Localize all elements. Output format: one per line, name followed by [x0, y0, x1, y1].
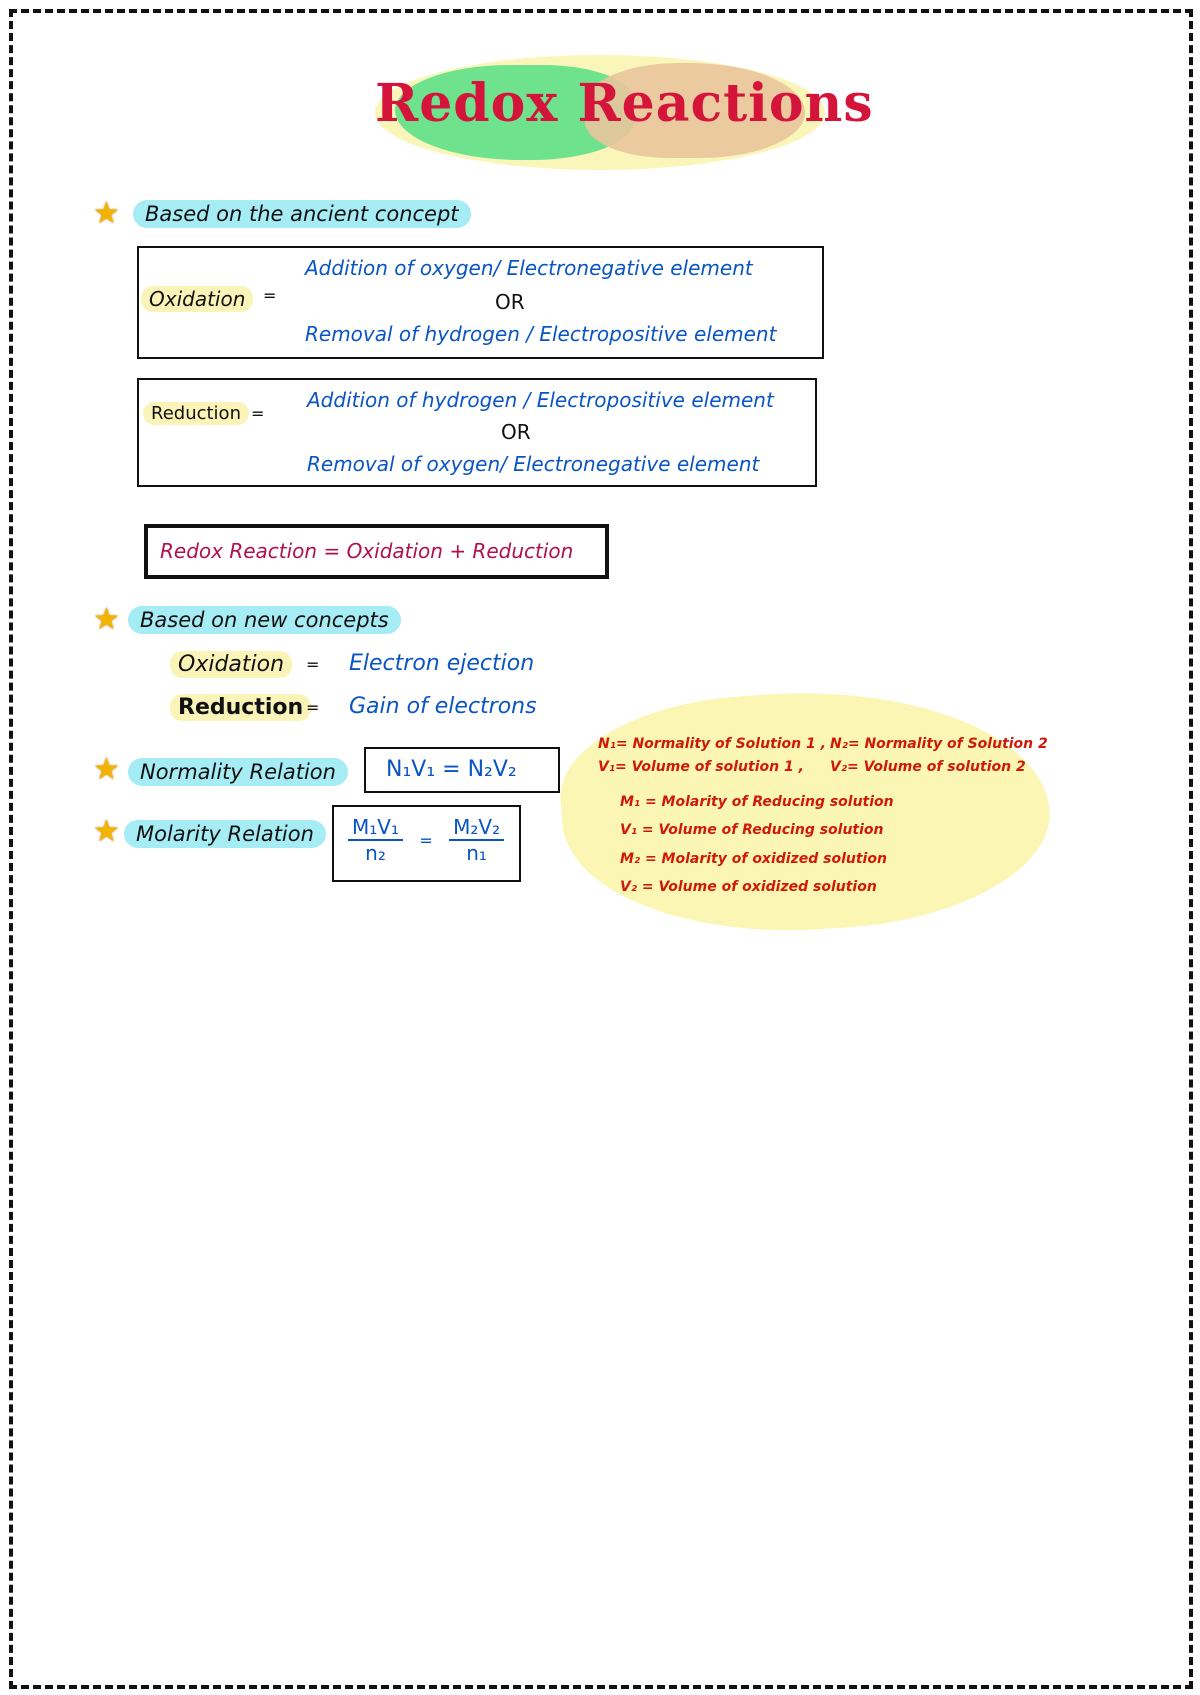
molarity-formula-box [332, 805, 521, 882]
reduction-label: Reduction [143, 402, 249, 425]
numerator-right: M₂V₂ [449, 815, 504, 841]
page-title: Redox Reactions [375, 73, 874, 134]
note-v1: V₁= Volume of solution 1 , [598, 759, 804, 775]
new-reduction-label: Reduction [170, 694, 311, 721]
note-mv2: V₂ = Volume of oxidized solution [620, 879, 877, 895]
reduction-box [137, 378, 817, 487]
redox-box [144, 524, 609, 579]
equals: = [306, 698, 320, 717]
equals: = [251, 404, 265, 423]
new-oxidation-value: Electron ejection [349, 651, 535, 676]
denominator-left: n₂ [365, 841, 386, 865]
reduction-line1: Addition of hydrogen / Electropositive element [307, 388, 774, 412]
section-heading-ancient: Based on the ancient concept [133, 200, 471, 228]
normality-heading: Normality Relation [128, 758, 348, 786]
new-oxidation-label: Oxidation [170, 651, 292, 678]
oxidation-line2: Removal of hydrogen / Electropositive element [305, 322, 777, 346]
equals: = [306, 655, 320, 674]
oxidation-label: Oxidation [141, 286, 253, 312]
equals: = [419, 830, 433, 850]
note-m1: M₁ = Molarity of Reducing solution [620, 794, 894, 810]
normality-formula-box [364, 747, 560, 793]
equals: = [263, 286, 277, 305]
note-n2: N₂= Normality of Solution 2 [830, 736, 1048, 752]
reduction-line2: Removal of oxygen/ Electronegative element [307, 452, 760, 476]
new-reduction-value: Gain of electrons [349, 694, 537, 719]
star-icon: ★ [93, 752, 120, 787]
denominator-right: n₁ [466, 841, 487, 865]
star-icon: ★ [93, 602, 120, 637]
molarity-heading: Molarity Relation [124, 820, 326, 848]
star-icon: ★ [93, 814, 120, 849]
normality-formula: N₁V₁ = N₂V₂ [386, 757, 517, 782]
title-highlight [375, 55, 874, 170]
note-n1: N₁= Normality of Solution 1 , [598, 736, 826, 752]
note-v2: V₂= Volume of solution 2 [830, 759, 1026, 775]
note-mv1: V₁ = Volume of Reducing solution [620, 822, 884, 838]
oxidation-box [137, 246, 824, 359]
star-icon: ★ [93, 196, 120, 231]
numerator-left: M₁V₁ [348, 815, 403, 841]
or-text: OR [501, 420, 531, 444]
note-m2: M₂ = Molarity of oxidized solution [620, 851, 887, 867]
molarity-formula [348, 815, 504, 865]
redox-equation: Redox Reaction = Oxidation + Reduction [160, 539, 574, 563]
or-text: OR [495, 290, 525, 314]
oxidation-line1: Addition of oxygen/ Electronegative element [305, 256, 753, 280]
section-heading-new: Based on new concepts [128, 606, 401, 634]
